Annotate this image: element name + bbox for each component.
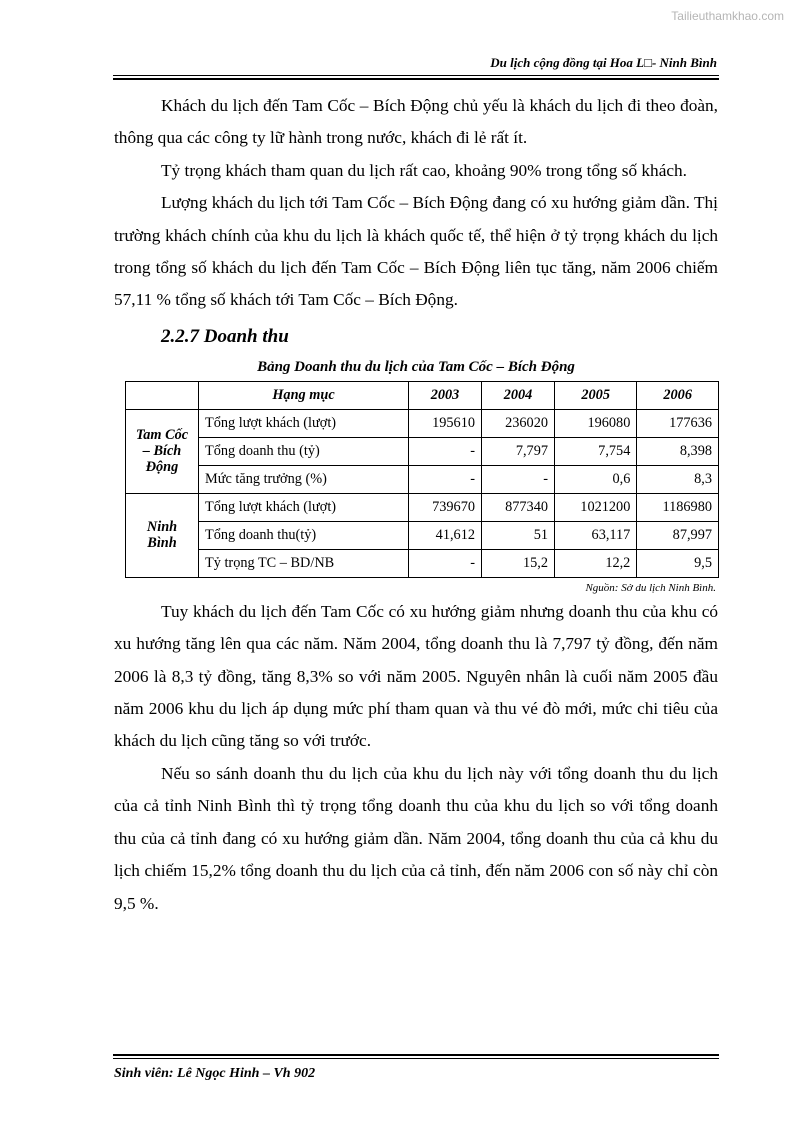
table-row xyxy=(126,465,719,493)
column-header: 2005 xyxy=(555,381,637,409)
table-cell: 236020 xyxy=(482,409,555,437)
table-row xyxy=(126,521,719,549)
table-cell: 7,797 xyxy=(482,437,555,465)
table-cell: - xyxy=(409,465,482,493)
row-label: Tổng doanh thu(tỷ) xyxy=(199,521,409,549)
table-cell: 1021200 xyxy=(555,493,637,521)
footer-rule-thick xyxy=(113,1054,719,1056)
table-cell: 739670 xyxy=(409,493,482,521)
revenue-table xyxy=(125,381,719,578)
table-cell: 9,5 xyxy=(637,549,719,577)
table-cell: 12,2 xyxy=(555,549,637,577)
row-label: Tổng lượt khách (lượt) xyxy=(199,493,409,521)
column-header: 2004 xyxy=(482,381,555,409)
table-source-note: Nguồn: Sở du lịch Ninh Bình. xyxy=(585,581,716,594)
group-label-ninh-binh: Ninh Bình xyxy=(126,493,199,577)
header-rule-thick xyxy=(113,78,719,80)
column-header: 2006 xyxy=(637,381,719,409)
table-row xyxy=(126,409,719,437)
paragraph: Tỷ trọng khách tham quan du lịch rất cao, khoảng 90% trong tổng số khách. xyxy=(161,160,687,180)
row-label: Tổng doanh thu (tỷ) xyxy=(199,437,409,465)
table-cell: 41,612 xyxy=(409,521,482,549)
section-heading: 2.2.7 Doanh thu xyxy=(161,325,289,347)
table-cell: 8,3 xyxy=(637,465,719,493)
table-row xyxy=(126,437,719,465)
header-rule xyxy=(113,75,719,76)
table-corner-cell xyxy=(126,381,199,409)
footer-student-name: Sinh viên: Lê Ngọc Hinh – Vh 902 xyxy=(114,1066,316,1081)
table-cell: 1186980 xyxy=(637,493,719,521)
table-cell: 8,398 xyxy=(637,437,719,465)
table-cell: 63,117 xyxy=(555,521,637,549)
table-cell: 877340 xyxy=(482,493,555,521)
column-header: 2003 xyxy=(409,381,482,409)
table-cell: - xyxy=(409,437,482,465)
paragraph: Khách du lịch đến Tam Cốc – Bích Động chủ yếu là khách du lịch đi theo đoàn, thông qua các công ty lữ hành trong nước, khách đi lẻ rất ít. xyxy=(114,96,718,148)
table-row xyxy=(126,493,719,521)
running-header: Du lịch cộng đồng tại Hoa L□- Ninh Bình xyxy=(490,55,717,70)
row-label: Tổng lượt khách (lượt) xyxy=(199,409,409,437)
page-content xyxy=(114,90,718,920)
paragraph: Tuy khách du lịch đến Tam Cốc có xu hướng giảm nhưng doanh thu của khu có xu hướng tăng lên qua các năm. Năm 2004, tổng doanh thu là 7,797 tỷ đồng, đến năm 2006 là 8,3 tỷ đồng, tăng 8,3% so với năm 2005. Nguyên nhân là cuối năm 2005 đầu năm 2006 khu du lịch áp dụng mức phí tham quan và thu vé đò mới, mức chi tiêu của khách du lịch cũng tăng so với trước. xyxy=(114,601,718,751)
table-cell: 0,6 xyxy=(555,465,637,493)
table-header-row xyxy=(126,381,719,409)
table-cell: 51 xyxy=(482,521,555,549)
table-cell: - xyxy=(409,549,482,577)
row-label: Tỷ trọng TC – BD/NB xyxy=(199,549,409,577)
table-row xyxy=(126,549,719,577)
group-label-tam-coc: Tam Cốc – Bích Động xyxy=(126,409,199,493)
row-label: Mức tăng trưởng (%) xyxy=(199,465,409,493)
footer-rule xyxy=(113,1058,719,1059)
table-cell: 177636 xyxy=(637,409,719,437)
watermark: Tailieuthamkhao.com xyxy=(671,9,784,23)
table-cell: - xyxy=(482,465,555,493)
table-cell: 7,754 xyxy=(555,437,637,465)
table-cell: 196080 xyxy=(555,409,637,437)
table-caption: Bảng Doanh thu du lịch của Tam Cốc – Bích Động xyxy=(257,358,575,375)
table-cell: 15,2 xyxy=(482,549,555,577)
column-header: Hạng mục xyxy=(199,381,409,409)
table-cell: 87,997 xyxy=(637,521,719,549)
paragraph: Lượng khách du lịch tới Tam Cốc – Bích Động đang có xu hướng giảm dần. Thị trường khách chính của khu du lịch là khách quốc tế, thể hiện ở tỷ trọng khách du lịch trong tổng số khách du lịch đến Tam Cốc – Bích Động liên tục tăng, năm 2006 chiếm 57,11 % tổng số khách tới Tam Cốc – Bích Động. xyxy=(114,193,718,310)
table-cell: 195610 xyxy=(409,409,482,437)
paragraph: Nếu so sánh doanh thu du lịch của khu du lịch này với tổng doanh thu du lịch của cả tỉnh Ninh Bình thì tỷ trọng tổng doanh thu của khu du lịch so với tổng doanh thu của cả tỉnh đang có xu hướng giảm dần. Năm 2004, tổng doanh thu của cả khu du lịch chiếm 15,2% tổng doanh thu du lịch của cả tỉnh, đến năm 2006 con số này chỉ còn 9,5 %. xyxy=(114,763,718,913)
